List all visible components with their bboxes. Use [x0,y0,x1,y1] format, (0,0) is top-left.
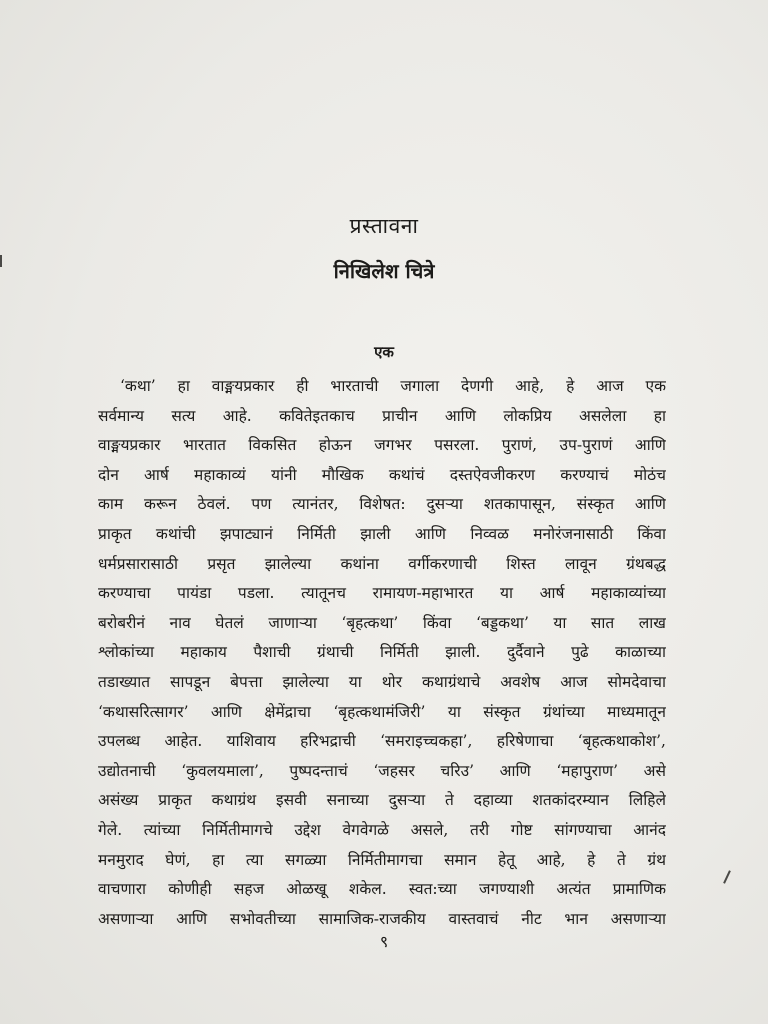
text-line: दोन आर्ष महाकाव्यं यांनी मौखिक कथांचं दस्तऐवजीकरण करण्याचं मोठंच [98,465,666,484]
body-paragraph [98,372,666,934]
text-line: धर्मप्रसारासाठी प्रसृत झालेल्या कथांना वर्गीकरणाची शिस्त लावून ग्रंथबद्ध [98,554,666,573]
author-name: निखिलेश चित्रे [333,259,435,283]
page-title: प्रस्तावना [349,214,419,238]
text-line: गेले. त्यांच्या निर्मितीमागचे उद्देश वेगवेगळे असले, तरी गोष्ट सांगण्याचा आनंद [98,820,666,839]
text-line: ‘कथासरित्सागर’ आणि क्षेमेंद्राचा ‘बृहत्कथामंजिरी’ या संस्कृत ग्रंथांच्या माध्यमातून [98,702,666,721]
text-line: वाचणारा कोणीही सहज ओळखू शकेल. स्वत:च्या जगण्याशी अत्यंत प्रामाणिक [98,880,666,899]
text-line: तडाख्यात सापडून बेपत्ता झालेल्या या थोर कथाग्रंथाचे अवशेष आज सोमदेवाचा [98,672,666,691]
text-line: असंख्य प्राकृत कथाग्रंथ इसवी सनाच्या दुसऱ्या ते दहाव्या शतकांदरम्यान लिहिले [98,791,666,810]
text-line: प्राकृत कथांची झपाट्यानं निर्मिती झाली आणि निव्वळ मनोरंजनासाठी किंवा [98,524,666,543]
text-line: ‘कथा’ हा वाङ्मयप्रकार ही भारताची जगाला देणगी आहे, हे आज एक [120,377,666,395]
text-line: वाङ्मयप्रकार भारतात विकसित होऊन जगभर पसरला. पुराणं, उप-पुराणं आणि [98,436,666,455]
text-line: काम करून ठेवलं. पण त्यानंतर, विशेषत: दुसऱ्या शतकापासून, संस्कृत आणि [98,495,666,514]
right-margin-mark [723,870,731,884]
section-heading: एक [374,343,394,361]
text-line: श्लोकांच्या महाकाय पैशाची ग्रंथाची निर्मिती झाली. दुर्दैवाने पुढे काळाच्या [98,643,666,662]
text-line: बरोबरीनं नाव घेतलं जाणाऱ्या ‘बृहत्कथा’ किंवा ‘बड्डकथा’ या सात लाख [98,613,666,632]
text-line: मनमुराद घेणं, हा त्या सगळ्या निर्मितीमागचा समान हेतू आहे, हे ते ग्रंथ [98,850,666,869]
text-line: उपलब्ध आहेत. याशिवाय हरिभद्राची ‘समराइच्चकहा’, हरिषेणाचा ‘बृहत्कथाकोश’, [98,732,666,751]
text-line: करण्याचा पायंडा पडला. त्यातूनच रामायण-महाभारत या आर्ष महाकाव्यांच्या [98,584,666,603]
text-line: असणाऱ्या आणि सभोवतीच्या सामाजिक-राजकीय वास्तवाचं नीट भान असणाऱ्या [98,909,666,928]
page-number: ९ [379,932,389,951]
text-line: सर्वमान्य सत्य आहे. कवितेइतकाच प्राचीन आणि लोकप्रिय असलेला हा [98,406,666,425]
text-line: उद्योतनाची ‘कुवलयमाला’, पुष्पदन्ताचं ‘जहसर चरिउ’ आणि ‘महापुराण’ असे [98,761,666,780]
